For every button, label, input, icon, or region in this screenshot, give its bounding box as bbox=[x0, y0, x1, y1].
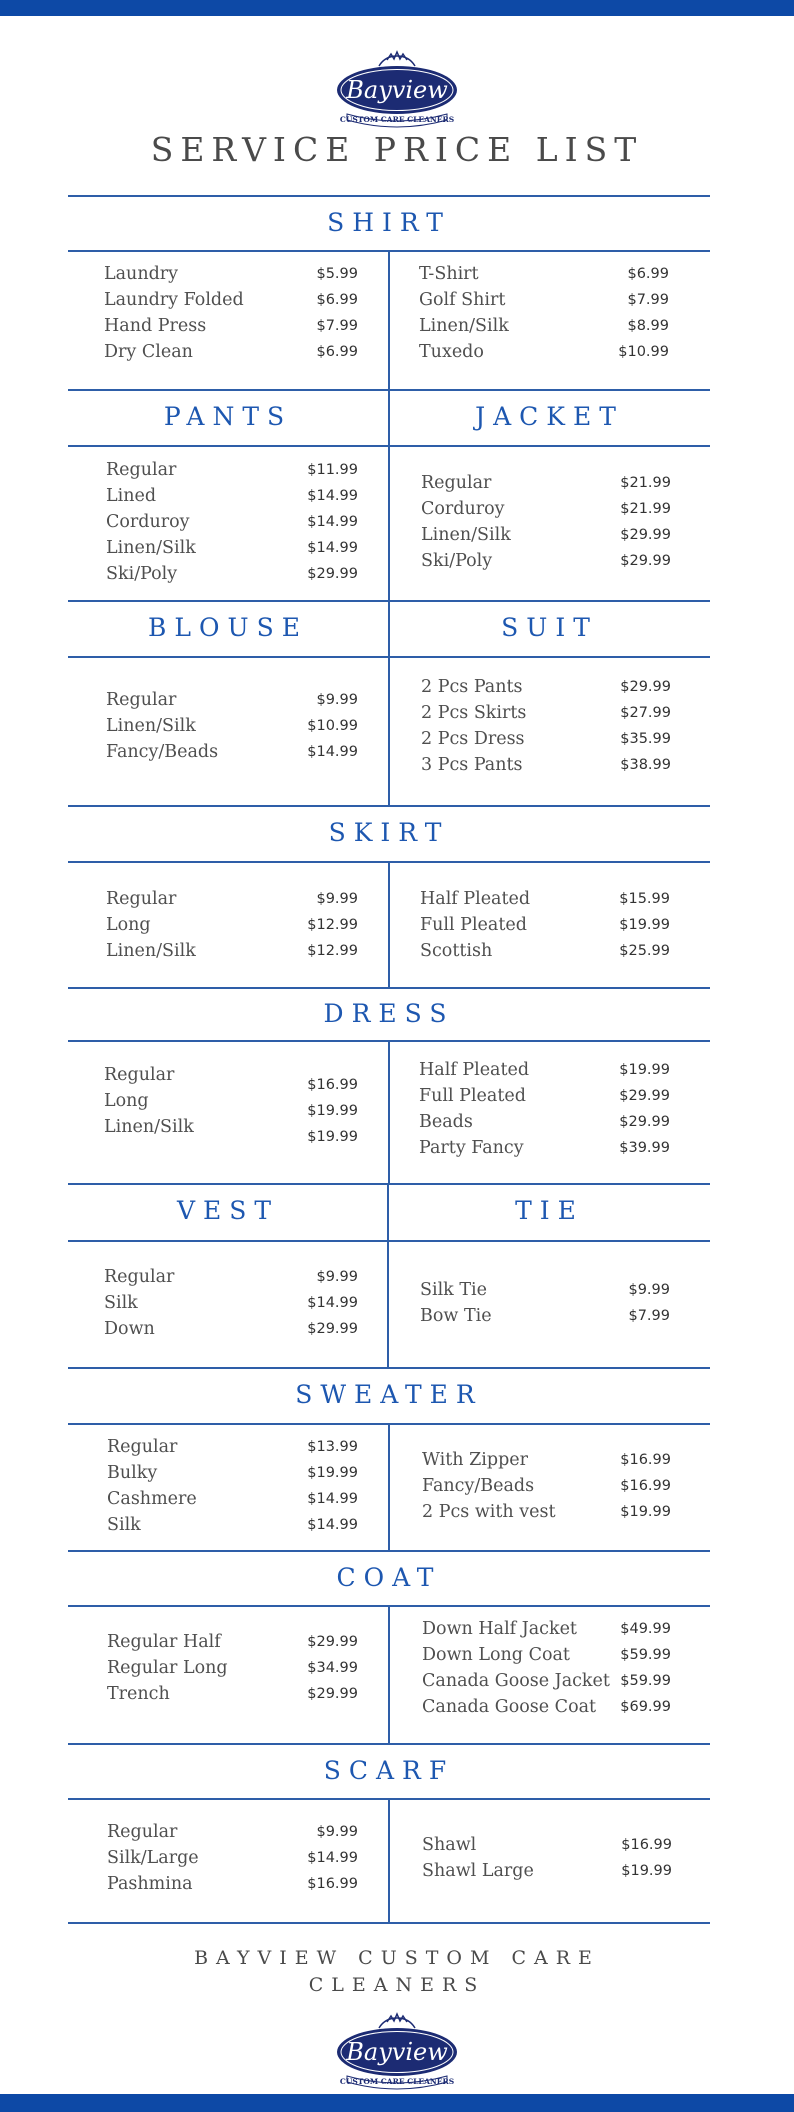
item-name: Bulky bbox=[107, 1463, 158, 1483]
item-name: Canada Goose Coat bbox=[422, 1697, 597, 1717]
page-title: SERVICE PRICE LIST bbox=[150, 130, 644, 169]
item-price: $6.99 bbox=[316, 344, 358, 360]
dress-right-list bbox=[419, 1060, 670, 1164]
price-row bbox=[419, 316, 669, 342]
item-price: $15.99 bbox=[619, 891, 670, 907]
item-name: T-Shirt bbox=[419, 264, 479, 284]
item-name: Ski/Poly bbox=[106, 564, 178, 584]
price-row bbox=[106, 486, 358, 512]
item-name: Tuxedo bbox=[419, 342, 484, 362]
column-divider bbox=[388, 1423, 390, 1550]
column-divider bbox=[388, 861, 390, 987]
price-row bbox=[104, 1267, 358, 1293]
dress-left-list bbox=[104, 1065, 358, 1143]
price-row bbox=[104, 290, 358, 316]
price-row bbox=[422, 1450, 671, 1476]
item-price: $29.99 bbox=[307, 566, 358, 582]
item-name: Shawl Large bbox=[422, 1861, 534, 1881]
column-divider bbox=[388, 1040, 390, 1183]
footer-company-name bbox=[0, 1945, 794, 1999]
item-name: Linen/Silk bbox=[419, 316, 509, 336]
price-row bbox=[422, 1861, 672, 1887]
bayview-logo bbox=[327, 48, 467, 128]
item-price: $19.99 bbox=[619, 917, 670, 933]
svg-text:CUSTOM CARE CLEANERS: CUSTOM CARE CLEANERS bbox=[339, 115, 455, 124]
section-title-vest: VEST bbox=[176, 1196, 280, 1225]
price-row bbox=[421, 729, 671, 755]
item-price: $39.99 bbox=[619, 1140, 670, 1156]
shirt-left-list bbox=[104, 264, 358, 368]
item-name: Regular bbox=[106, 690, 177, 710]
item-price: $16.99 bbox=[307, 1077, 358, 1093]
section-title-suit: SUIT bbox=[501, 613, 598, 642]
item-name: 2 Pcs Skirts bbox=[421, 703, 527, 723]
item-name: Fancy/Beads bbox=[422, 1476, 535, 1496]
item-price: $10.99 bbox=[618, 344, 669, 360]
item-price: $14.99 bbox=[307, 514, 358, 530]
item-name: Laundry Folded bbox=[104, 290, 244, 310]
price-row bbox=[421, 551, 671, 577]
scarf-left-list bbox=[107, 1822, 358, 1900]
item-price: $19.99 bbox=[307, 1129, 358, 1145]
item-price: $27.99 bbox=[620, 705, 671, 721]
price-row bbox=[107, 1489, 358, 1515]
item-price: $38.99 bbox=[620, 757, 671, 773]
item-price: $29.99 bbox=[620, 527, 671, 543]
price-row bbox=[104, 1319, 358, 1345]
item-name: Linen/Silk bbox=[106, 941, 196, 961]
item-price: $21.99 bbox=[620, 501, 671, 517]
item-price: $10.99 bbox=[307, 718, 358, 734]
section-title-skirt: SKIRT bbox=[328, 818, 450, 847]
item-price: $25.99 bbox=[619, 943, 670, 959]
item-price: $12.99 bbox=[307, 943, 358, 959]
item-name: Silk Tie bbox=[420, 1280, 487, 1300]
item-name: Regular bbox=[107, 1822, 178, 1842]
item-name: Linen/Silk bbox=[106, 716, 196, 736]
price-row bbox=[422, 1671, 671, 1697]
item-price: $14.99 bbox=[307, 488, 358, 504]
item-price: $11.99 bbox=[307, 462, 358, 478]
top-accent-bar bbox=[0, 0, 794, 16]
price-row bbox=[420, 915, 670, 941]
section-title-tie: TIE bbox=[515, 1196, 584, 1225]
price-row bbox=[421, 525, 671, 551]
item-price: $19.99 bbox=[307, 1465, 358, 1481]
price-row bbox=[419, 264, 669, 290]
item-name: Canada Goose Jacket bbox=[422, 1671, 610, 1691]
scarf-right-list bbox=[422, 1835, 672, 1887]
item-price: $9.99 bbox=[316, 891, 358, 907]
section-title-coat: COAT bbox=[336, 1563, 442, 1592]
item-price: $29.99 bbox=[307, 1321, 358, 1337]
price-row bbox=[419, 1112, 670, 1138]
price-row bbox=[419, 1086, 670, 1112]
blouse-list bbox=[106, 690, 358, 768]
item-price: $16.99 bbox=[620, 1478, 671, 1494]
item-price: $7.99 bbox=[316, 318, 358, 334]
item-name: Regular bbox=[104, 1267, 175, 1287]
item-name: Regular Long bbox=[107, 1658, 228, 1678]
item-name: Down Long Coat bbox=[422, 1645, 570, 1665]
item-price: $14.99 bbox=[307, 1517, 358, 1533]
item-price: $49.99 bbox=[620, 1621, 671, 1637]
item-name: 2 Pcs with vest bbox=[422, 1502, 556, 1522]
item-price: $14.99 bbox=[307, 1850, 358, 1866]
price-row bbox=[422, 1502, 671, 1528]
price-row bbox=[420, 1306, 670, 1332]
item-name: Linen/Silk bbox=[106, 538, 196, 558]
item-price: $6.99 bbox=[627, 266, 669, 282]
sweater-left-list bbox=[107, 1437, 358, 1541]
item-price: $7.99 bbox=[628, 1308, 670, 1324]
item-name: Down Half Jacket bbox=[422, 1619, 577, 1639]
jacket-list bbox=[421, 473, 671, 577]
item-name: Party Fancy bbox=[419, 1138, 524, 1158]
price-row bbox=[104, 316, 358, 342]
item-name: Shawl bbox=[422, 1835, 477, 1855]
price-row bbox=[104, 1065, 358, 1091]
item-name: Regular bbox=[104, 1065, 175, 1085]
item-name: Ski/Poly bbox=[421, 551, 493, 571]
price-row bbox=[421, 677, 671, 703]
item-name: With Zipper bbox=[422, 1450, 529, 1470]
price-row bbox=[107, 1515, 358, 1541]
section-title-scarf: SCARF bbox=[323, 1756, 455, 1785]
svg-text:CUSTOM CARE CLEANERS: CUSTOM CARE CLEANERS bbox=[339, 2077, 455, 2086]
footer-line-1: BAYVIEW CUSTOM CARE bbox=[194, 1947, 600, 1969]
price-row bbox=[421, 473, 671, 499]
item-price: $13.99 bbox=[307, 1439, 358, 1455]
item-name: Cashmere bbox=[107, 1489, 197, 1509]
coat-right-list bbox=[422, 1619, 671, 1723]
price-row bbox=[421, 703, 671, 729]
item-name: Linen/Silk bbox=[421, 525, 511, 545]
item-price: $29.99 bbox=[620, 553, 671, 569]
item-name: Regular bbox=[421, 473, 492, 493]
section-title-shirt: SHIRT bbox=[327, 208, 451, 237]
pants-list bbox=[106, 460, 358, 590]
item-price: $29.99 bbox=[620, 679, 671, 695]
price-row bbox=[107, 1632, 358, 1658]
coat-left-list bbox=[107, 1632, 358, 1710]
price-row bbox=[421, 755, 671, 781]
item-name: Trench bbox=[107, 1684, 170, 1704]
item-price: $59.99 bbox=[620, 1647, 671, 1663]
item-price: $21.99 bbox=[620, 475, 671, 491]
item-name: Scottish bbox=[420, 941, 493, 961]
price-row bbox=[106, 512, 358, 538]
svg-text:Bayview: Bayview bbox=[346, 2038, 448, 2066]
price-row bbox=[107, 1437, 358, 1463]
item-name: Fancy/Beads bbox=[106, 742, 219, 762]
item-price: $9.99 bbox=[628, 1282, 670, 1298]
price-row bbox=[107, 1848, 358, 1874]
item-price: $35.99 bbox=[620, 731, 671, 747]
item-price: $14.99 bbox=[307, 1295, 358, 1311]
item-name: Silk/Large bbox=[107, 1848, 199, 1868]
item-name: Linen/Silk bbox=[104, 1117, 194, 1137]
price-row bbox=[106, 941, 358, 967]
divider bbox=[68, 1240, 710, 1242]
column-divider bbox=[388, 1605, 390, 1743]
item-price: $34.99 bbox=[307, 1660, 358, 1676]
item-name: Silk bbox=[104, 1293, 138, 1313]
item-price: $12.99 bbox=[307, 917, 358, 933]
price-row bbox=[419, 290, 669, 316]
item-price: $7.99 bbox=[627, 292, 669, 308]
bottom-accent-bar bbox=[0, 2094, 794, 2112]
price-row bbox=[422, 1697, 671, 1723]
item-name: Lined bbox=[106, 486, 157, 506]
column-divider bbox=[388, 389, 390, 805]
item-price: $14.99 bbox=[307, 1491, 358, 1507]
price-row bbox=[106, 564, 358, 590]
item-price: $6.99 bbox=[316, 292, 358, 308]
item-price: $5.99 bbox=[316, 266, 358, 282]
price-row bbox=[107, 1463, 358, 1489]
price-row bbox=[419, 1138, 670, 1164]
price-row bbox=[106, 716, 358, 742]
item-price: $69.99 bbox=[620, 1699, 671, 1715]
item-name: 3 Pcs Pants bbox=[421, 755, 523, 775]
price-row bbox=[422, 1619, 671, 1645]
svg-text:Bayview: Bayview bbox=[346, 76, 448, 104]
item-name: Golf Shirt bbox=[419, 290, 506, 310]
price-row bbox=[422, 1645, 671, 1671]
item-name: Silk bbox=[107, 1515, 141, 1535]
price-row bbox=[104, 1293, 358, 1319]
price-row bbox=[107, 1874, 358, 1900]
tie-list bbox=[420, 1280, 670, 1332]
section-title-sweater: SWEATER bbox=[295, 1380, 483, 1409]
item-name: Regular Half bbox=[107, 1632, 221, 1652]
item-price: $19.99 bbox=[307, 1103, 358, 1119]
item-name: Half Pleated bbox=[420, 889, 531, 909]
item-name: Corduroy bbox=[421, 499, 505, 519]
item-name: Corduroy bbox=[106, 512, 190, 532]
item-name: Half Pleated bbox=[419, 1060, 530, 1080]
item-name: Bow Tie bbox=[420, 1306, 492, 1326]
price-row bbox=[422, 1476, 671, 1502]
footer-line-2: CLEANERS bbox=[308, 1974, 486, 1996]
item-name: Full Pleated bbox=[420, 915, 527, 935]
sweater-right-list bbox=[422, 1450, 671, 1528]
price-row bbox=[106, 538, 358, 564]
price-row bbox=[107, 1822, 358, 1848]
item-price: $9.99 bbox=[316, 692, 358, 708]
vest-list bbox=[104, 1267, 358, 1345]
item-name: 2 Pcs Pants bbox=[421, 677, 523, 697]
item-price: $29.99 bbox=[307, 1634, 358, 1650]
price-row bbox=[420, 1280, 670, 1306]
item-price: $14.99 bbox=[307, 744, 358, 760]
divider bbox=[68, 1922, 710, 1924]
price-row bbox=[106, 915, 358, 941]
item-name: Regular bbox=[106, 460, 177, 480]
section-title-dress: DRESS bbox=[323, 999, 455, 1028]
item-name: Long bbox=[106, 915, 151, 935]
price-row bbox=[422, 1835, 672, 1861]
item-price: $8.99 bbox=[627, 318, 669, 334]
price-row bbox=[104, 1091, 358, 1117]
price-row bbox=[420, 941, 670, 967]
item-price: $9.99 bbox=[316, 1824, 358, 1840]
item-name: Hand Press bbox=[104, 316, 207, 336]
item-price: $16.99 bbox=[621, 1837, 672, 1853]
price-row bbox=[421, 499, 671, 525]
price-row bbox=[107, 1684, 358, 1710]
section-title-pants: PANTS bbox=[163, 402, 293, 431]
item-price: $29.99 bbox=[619, 1114, 670, 1130]
shirt-right-list bbox=[419, 264, 669, 368]
item-name: Down bbox=[104, 1319, 155, 1339]
item-price: $14.99 bbox=[307, 540, 358, 556]
item-price: $59.99 bbox=[620, 1673, 671, 1689]
skirt-left-list bbox=[106, 889, 358, 967]
price-row bbox=[419, 1060, 670, 1086]
item-name: Dry Clean bbox=[104, 342, 193, 362]
item-price: $19.99 bbox=[619, 1062, 670, 1078]
column-divider bbox=[388, 250, 390, 389]
item-name: Regular bbox=[106, 889, 177, 909]
price-row bbox=[106, 460, 358, 486]
price-row bbox=[104, 264, 358, 290]
price-row bbox=[106, 889, 358, 915]
item-name: Laundry bbox=[104, 264, 179, 284]
item-name: 2 Pcs Dress bbox=[421, 729, 525, 749]
item-price: $19.99 bbox=[621, 1863, 672, 1879]
section-title-blouse: BLOUSE bbox=[148, 613, 308, 642]
skirt-right-list bbox=[420, 889, 670, 967]
price-row bbox=[106, 690, 358, 716]
column-divider bbox=[388, 1798, 390, 1922]
bayview-logo-footer bbox=[327, 2010, 467, 2090]
suit-list bbox=[421, 677, 671, 781]
item-price: $19.99 bbox=[620, 1504, 671, 1520]
item-price: $16.99 bbox=[307, 1876, 358, 1892]
price-row bbox=[104, 1117, 358, 1143]
section-title-jacket: JACKET bbox=[475, 402, 624, 431]
item-price: $9.99 bbox=[316, 1269, 358, 1285]
item-price: $16.99 bbox=[620, 1452, 671, 1468]
item-name: Full Pleated bbox=[419, 1086, 526, 1106]
item-name: Beads bbox=[419, 1112, 473, 1132]
price-row bbox=[104, 342, 358, 368]
item-name: Pashmina bbox=[107, 1874, 193, 1894]
price-row bbox=[107, 1658, 358, 1684]
price-row bbox=[420, 889, 670, 915]
item-name: Long bbox=[104, 1091, 149, 1111]
item-price: $29.99 bbox=[307, 1686, 358, 1702]
price-row bbox=[419, 342, 669, 368]
item-price: $29.99 bbox=[619, 1088, 670, 1104]
price-row bbox=[106, 742, 358, 768]
item-name: Regular bbox=[107, 1437, 178, 1457]
